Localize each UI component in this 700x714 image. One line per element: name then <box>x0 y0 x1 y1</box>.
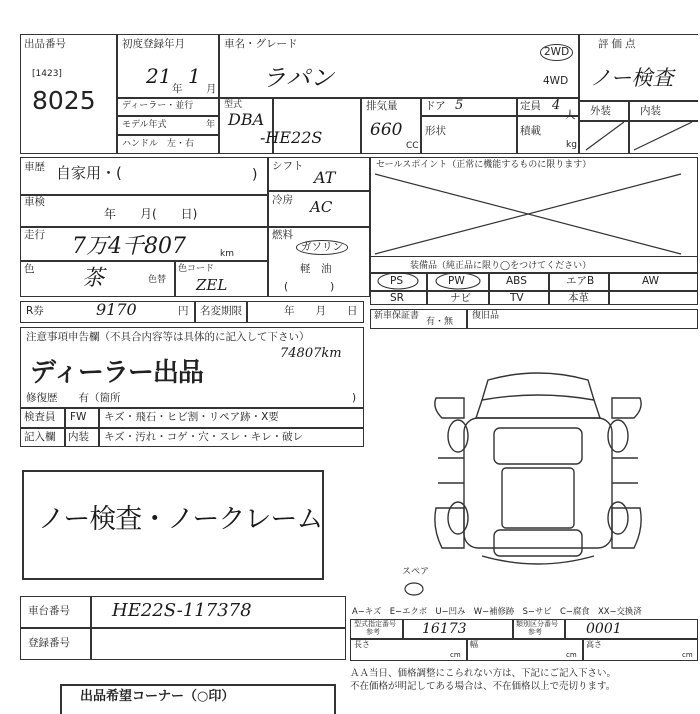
width-label: 幅 <box>470 640 478 649</box>
inspector-label-2: 記入欄 <box>24 431 56 443</box>
aa-note-1: ＡＡ当日、価格調整にこられない方は、下記にご記入下さい。 <box>350 668 617 679</box>
fuel-gasoline: ガソリン <box>296 240 348 255</box>
handle-label: ハンドル 左・右 <box>122 139 195 149</box>
repair-close: ) <box>352 392 357 404</box>
displacement-value: 660 <box>370 120 403 140</box>
chassis-label: 車台番号 <box>28 605 70 617</box>
chassis-value: HE22S-117378 <box>112 600 252 621</box>
spare-label: スペア <box>402 567 430 577</box>
aa-note-3: 出品希望コーナー（○印） <box>80 689 235 704</box>
capacity-label: 定員 <box>520 100 541 112</box>
lot-label: 出品番号 <box>24 38 66 50</box>
ac-label: 冷房 <box>272 194 293 206</box>
drive-4wd: 4WD <box>543 75 569 87</box>
sales-point-cross <box>371 170 697 256</box>
warranty-row <box>370 309 698 329</box>
shift-value: AT <box>314 168 336 187</box>
length-cm: cm <box>450 651 461 659</box>
fuel-paren: ( ) <box>284 281 335 293</box>
no-claim-text: ノー検査・ノークレーム <box>38 504 323 535</box>
interior-label: 内装 <box>640 105 661 117</box>
drive-2wd: 2WD <box>540 44 573 61</box>
door-value: 5 <box>455 98 464 113</box>
notes-mileage: 74807km <box>280 346 342 361</box>
equip-sr: SR <box>390 292 404 304</box>
lot-number: 8025 <box>32 86 96 115</box>
shaken-label: 車検 <box>24 196 45 208</box>
history-label: 車歴 <box>24 161 45 173</box>
grade-strike <box>578 120 698 154</box>
inspector-row1: キズ・飛石・ヒビ割・リペア跡・X要 <box>104 411 279 423</box>
type-label: 型式 <box>224 100 243 110</box>
load-unit: kg <box>566 140 577 150</box>
equipment-title: 装備品（純正品に限り◯をつけてください） <box>410 261 592 271</box>
cc-unit: CC <box>406 141 419 151</box>
displacement-label: 排気量 <box>366 100 398 112</box>
mileage-label: 走行 <box>24 229 45 241</box>
repair-label: 修復歴 有（箇所 <box>26 392 121 404</box>
height-label: 高さ <box>586 640 602 649</box>
inspector-label: 検査員 <box>24 411 56 423</box>
history-close: ) <box>252 167 258 183</box>
type-prefix: DBA <box>228 110 265 129</box>
shape-label: 形状 <box>425 125 446 137</box>
inspector-fw: FW <box>70 411 87 423</box>
mileage-unit: km <box>220 249 234 259</box>
width-cm: cm <box>566 651 577 659</box>
color-value: 茶 <box>82 266 105 291</box>
dealer-label: ディーラー・並行 <box>122 101 194 111</box>
aa-note-2: 不在価格が明記してある場合は、不在価格以上で売切ります。 <box>350 681 616 692</box>
sales-point-title: セールスポイント（正常に機能するものに限ります） <box>376 160 592 170</box>
capacity-value: 4 <box>552 98 561 113</box>
equip-leather: 本革 <box>568 292 589 304</box>
first-reg-year: 21 <box>146 64 172 88</box>
recycle-yen: 円 <box>178 305 189 317</box>
shift-label: シフト <box>272 160 304 172</box>
exterior-label: 外装 <box>590 105 611 117</box>
equip-airbag: エアB <box>566 275 595 287</box>
equip-tv: TV <box>510 292 524 304</box>
grade-label: 評価点 <box>598 38 639 50</box>
length-label: 長さ <box>354 640 370 649</box>
color-label: 色 <box>24 263 35 275</box>
inspector-interior: 内装 <box>68 431 89 443</box>
capacity-unit: 人 <box>565 109 576 121</box>
equip-ps: PS <box>390 275 403 287</box>
fuel-light: 軽 油 <box>300 263 332 275</box>
lot-code: [1423] <box>32 69 62 79</box>
height-cm: cm <box>682 651 693 659</box>
warranty-value: 有・無 <box>426 317 454 327</box>
shaken-value: 年 月( 日) <box>104 207 198 221</box>
year-suffix: 年 <box>172 83 183 95</box>
mileage-value: 7万4千807 <box>72 234 186 259</box>
spare-icon <box>402 580 426 598</box>
class-label: 類別区分番号 <box>516 620 558 628</box>
class-value: 0001 <box>586 621 622 637</box>
door-label: ドア <box>425 100 446 112</box>
name-change-date: 年 月 日 <box>284 305 358 317</box>
equip-aw: AW <box>642 275 659 287</box>
car-damage-diagram <box>428 358 648 578</box>
color-no-label: 色替 <box>148 275 167 285</box>
notes-title: 注意事項申告欄（不具合内容等は具体的に記入して下さい） <box>26 331 310 343</box>
class-ref: 参考 <box>528 628 542 636</box>
equip-circles <box>370 272 500 306</box>
reg-label: 登録番号 <box>28 637 70 649</box>
dealer-stamp: ディーラー出品 <box>30 358 203 388</box>
car-name-value: ラパン <box>262 64 334 92</box>
history-value: 自家用・( <box>56 164 122 182</box>
ac-value: AC <box>310 198 333 216</box>
first-reg-month: 1 <box>188 64 201 88</box>
equip-abs: ABS <box>506 275 527 287</box>
year-unit: 年 <box>206 120 216 130</box>
warranty-label: 新車保証書 <box>374 311 420 321</box>
fuel-label: 燃料 <box>272 229 293 241</box>
recall-label: 復旧品 <box>472 311 500 321</box>
name-change-label: 名変期限 <box>200 305 242 317</box>
car-name-label: 車名・グレード <box>224 38 298 50</box>
first-reg-label: 初度登録年月 <box>122 38 185 50</box>
recycle-label: R券 <box>26 305 44 317</box>
equip-navi: ナビ <box>450 292 471 304</box>
model-year-label: モデル年式 <box>122 120 167 130</box>
damage-legend: A−キズ E−エクボ U−凹み W−補修跡 S−サビ C−腐食 XX−交換済 <box>352 606 642 616</box>
grade-value: ノー検査 <box>590 66 674 90</box>
load-label: 積載 <box>520 125 541 137</box>
inspector-row2: キズ・汚れ・コゲ・穴・スレ・キレ・破レ <box>104 431 304 443</box>
type-spec-value: 16173 <box>422 621 467 637</box>
type-spec-label: 型式指定番号 <box>354 620 396 628</box>
equip-pw: PW <box>448 275 465 287</box>
recycle-value: 9170 <box>96 300 137 319</box>
color-code-value: ZEL <box>196 276 228 294</box>
type-spec-ref: 参考 <box>366 628 380 636</box>
month-suffix: 月 <box>206 83 217 95</box>
color-code-label: 色コード <box>178 264 215 274</box>
type-value: -HE22S <box>260 128 323 147</box>
